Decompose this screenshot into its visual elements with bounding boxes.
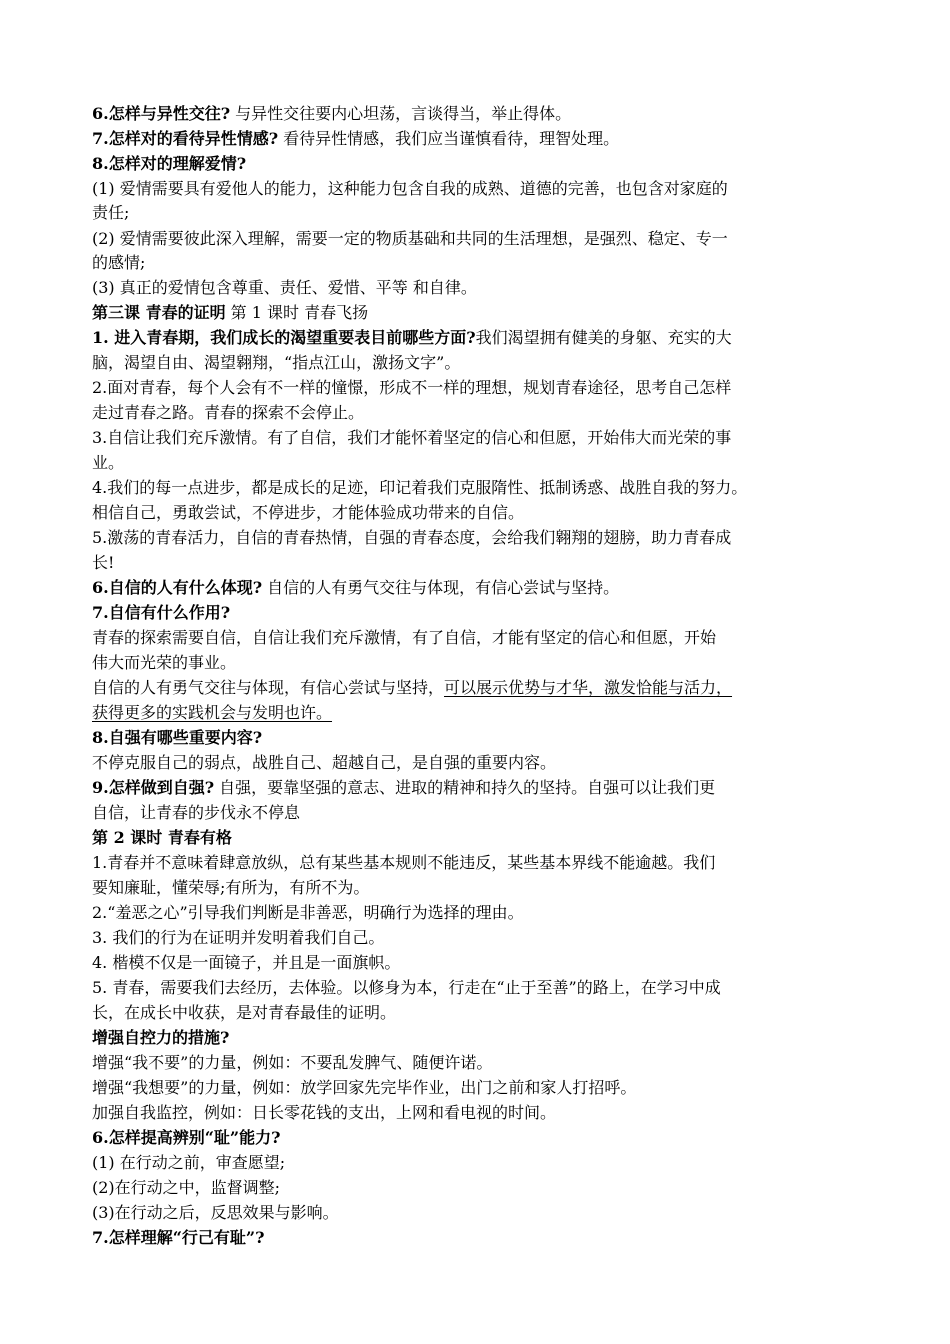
- body-text: 增强“我不要”的力量，例如：不要乱发脾气、随便许诺。: [92, 1053, 493, 1072]
- heading: 7.自信有什么作用?: [92, 603, 231, 622]
- text-line: [92, 352, 460, 374]
- underlined-text: 获得更多的实践机会与发明也许。: [92, 703, 333, 722]
- text-line: [92, 702, 332, 724]
- text-line: [92, 677, 732, 699]
- body-text: 4. 楷模不仅是一面镜子，并且是一面旗帜。: [92, 953, 401, 972]
- text-line: [92, 1202, 339, 1224]
- heading: 6.自信的人有什么体现?: [92, 578, 263, 597]
- text-line: [92, 477, 747, 499]
- heading: 第 2 课时 青春有格: [92, 828, 232, 847]
- body-text: (3) 真正的爱情包含尊重、责任、爱惜、平等 和自律。: [92, 278, 477, 297]
- text-line: [92, 552, 114, 574]
- body-text: 我们渴望拥有健美的身躯、充实的大: [475, 328, 732, 347]
- heading: 8.怎样对的理解爱情?: [92, 154, 247, 173]
- text-line: [92, 452, 124, 474]
- text-line: [92, 602, 230, 624]
- text-line: [92, 1127, 281, 1149]
- text-line: [92, 128, 619, 150]
- body-text: 5. 青春，需要我们去经历，去体验。以修身为本，行走在“止于至善”的路上，在学习中成: [92, 978, 721, 997]
- body-text: 5.激荡的青春活力，自信的青春热情，自强的青春态度，会给我们翱翔的翅膀，助力青春成: [92, 528, 732, 547]
- text-line: [92, 1077, 636, 1099]
- text-line: [92, 1102, 556, 1124]
- body-text: 业。: [92, 453, 125, 472]
- text-line: [92, 252, 145, 274]
- body-text: 自强，要靠坚强的意志、进取的精神和持久的坚持。自强可以让我们更: [214, 778, 716, 797]
- body-text: (1) 爱情需要具有爱他人的能力，这种能力包含自我的成熟、道德的完善，也包含对家庭的: [92, 179, 728, 198]
- heading: 9.怎样做到自强?: [92, 778, 215, 797]
- text-line: [92, 802, 300, 824]
- heading: 第三课 青春的证明: [92, 303, 226, 322]
- heading: 7.怎样理解“行己有耻”?: [92, 1228, 265, 1247]
- heading: 6.怎样与异性交往?: [92, 104, 231, 123]
- body-text: (1) 在行动之前，审查愿望;: [92, 1153, 286, 1172]
- body-text: 加强自我监控，例如：日长零花钱的支出，上网和看电视的时间。: [92, 1103, 557, 1122]
- body-text: 的感情;: [92, 253, 146, 272]
- body-text: (2)在行动之中，监督调整;: [92, 1178, 281, 1197]
- body-text: 看待异性情感，我们应当谨慎看待，理智处理。: [278, 129, 620, 148]
- text-line: [92, 502, 524, 524]
- body-text: 3.自信让我们充斥激情。有了自信，我们才能怀着坚定的信心和但愿，开始伟大而光荣的事: [92, 428, 732, 447]
- text-line: [92, 627, 716, 649]
- text-line: [92, 877, 369, 899]
- body-text: 与异性交往要内心坦荡，言谈得当，举止得体。: [230, 104, 572, 123]
- body-text: 青春的探索需要自信，自信让我们充斥激情，有了自信，才能有坚定的信心和但愿，开始: [92, 628, 717, 647]
- text-line: [92, 327, 732, 349]
- text-line: [92, 927, 384, 949]
- body-text: 长!: [92, 553, 115, 572]
- body-text: 第 1 课时 青春飞扬: [225, 303, 369, 322]
- underlined-text: 可以展示优势与才华，激发恰能与活力，: [444, 678, 733, 697]
- heading: 8.自强有哪些重要内容?: [92, 728, 263, 747]
- text-line: [92, 852, 715, 874]
- body-text: 自信的人有勇气交往与体现，有信心尝试与坚持。: [262, 578, 620, 597]
- heading: 增强自控力的措施?: [92, 1028, 230, 1047]
- text-line: [92, 752, 556, 774]
- text-line: [92, 952, 400, 974]
- lesson-title: [92, 302, 368, 324]
- body-text: 脑，渴望自由、渴望翱翔，“指点江山，激扬文字”。: [92, 353, 461, 372]
- text-line: [92, 1177, 280, 1199]
- body-text: 增强“我想要”的力量，例如：放学回家先完毕作业，出门之前和家人打招呼。: [92, 1078, 637, 1097]
- text-line: [92, 1027, 229, 1049]
- text-line: [92, 527, 731, 549]
- text-line: [92, 727, 262, 749]
- text-line: [92, 153, 246, 175]
- body-text: 长，在成长中收获，是对青春最佳的证明。: [92, 1003, 397, 1022]
- body-text: 相信自己，勇敢尝试，不停进步，才能体验成功带来的自信。: [92, 503, 525, 522]
- body-text: 3. 我们的行为在证明并发明着我们自己。: [92, 928, 385, 947]
- body-text: (3)在行动之后，反思效果与影响。: [92, 1203, 339, 1222]
- text-line: [92, 1227, 265, 1249]
- text-line: [92, 1002, 396, 1024]
- body-text: 2.面对青春，每个人会有不一样的憧憬，形成不一样的理想，规划青春途径，思考自己怎样: [92, 378, 732, 397]
- heading: 7.怎样对的看待异性情感?: [92, 129, 279, 148]
- text-line: [92, 228, 728, 250]
- lesson-title: [92, 827, 232, 849]
- body-text: 自信，让青春的步伐永不停息: [92, 803, 301, 822]
- body-text: 伟大而光荣的事业。: [92, 653, 237, 672]
- body-text: 要知廉耻，懂荣辱;有所为，有所不为。: [92, 878, 370, 897]
- body-text: (2) 爱情需要彼此深入理解，需要一定的物质基础和共同的生活理想，是强烈、稳定、专一: [92, 229, 728, 248]
- text-line: [92, 977, 721, 999]
- body-text: 自信的人有勇气交往与体现，有信心尝试与坚持，: [92, 678, 445, 697]
- text-line: [92, 902, 524, 924]
- body-text: 走过青春之路。青春的探索不会停止。: [92, 403, 365, 422]
- body-text: 责任;: [92, 203, 130, 222]
- text-line: [92, 103, 571, 125]
- body-text: 不停克服自己的弱点，战胜自己、超越自己，是自强的重要内容。: [92, 753, 557, 772]
- text-line: [92, 402, 364, 424]
- text-line: [92, 1152, 285, 1174]
- body-text: 2.“羞恶之心”引导我们判断是非善恶，明确行为选择的理由。: [92, 903, 524, 922]
- heading: 6.怎样提高辨别“耻”能力?: [92, 1128, 281, 1147]
- text-line: [92, 577, 619, 599]
- text-line: [92, 427, 731, 449]
- text-line: [92, 1052, 492, 1074]
- heading: 1. 进入青春期，我们成长的渴望重要表目前哪些方面?: [92, 328, 476, 347]
- body-text: 4.我们的每一点进步，都是成长的足迹，印记着我们克服隋性、抵制诱惑、战胜自我的努力。: [92, 478, 748, 497]
- text-line: [92, 377, 731, 399]
- text-line: [92, 652, 236, 674]
- text-line: [92, 178, 728, 200]
- text-line: [92, 202, 129, 224]
- text-line: [92, 777, 715, 799]
- body-text: 1.青春并不意味着肆意放纵，总有某些基本规则不能违反，某些基本界线不能逾越。我们: [92, 853, 716, 872]
- text-line: [92, 277, 477, 299]
